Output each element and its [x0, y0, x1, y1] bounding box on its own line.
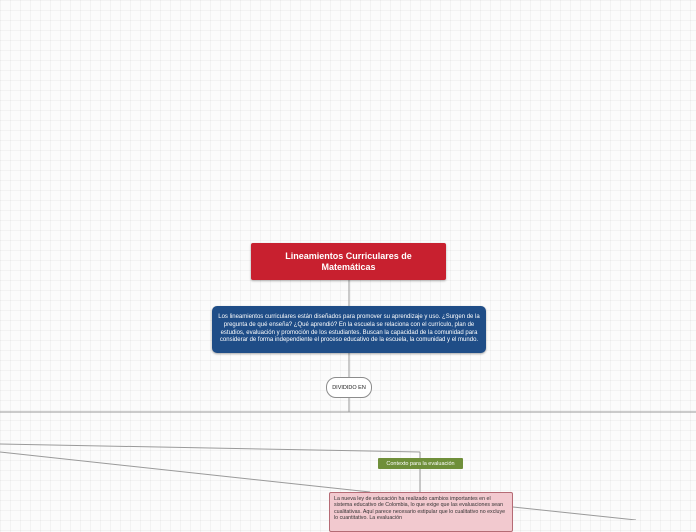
context-evaluation-label: Contexto para la evaluación — [386, 460, 455, 467]
branch-line-left-lower — [0, 452, 370, 492]
divided-connector-label: DIVIDIDO EN — [332, 384, 366, 391]
root-topic-node[interactable] — [251, 243, 446, 280]
root-topic-title: Lineamientos Curriculares de Matemáticas — [285, 250, 412, 272]
branch-line-left-upper — [0, 444, 420, 452]
education-law-node[interactable] — [329, 492, 513, 532]
divided-connector-node[interactable] — [326, 377, 372, 398]
description-node[interactable] — [212, 306, 486, 353]
education-law-text: La nueva ley de educación ha realizado cambios importantes en el sistema educativo de Colombia, lo que exige que las evaluaciones sean cualitativas. Aquí parece necesario estipular que lo cualitativo no excluye lo cuantitativo. La evaluación — [334, 496, 506, 522]
description-text: Los lineamientos curriculares están diseñados para promover su aprendizaje y uso. ¿Surgen de la pregunta de qué enseña? ¿Qué aprendió? En la escuela se relaciona con el currículo, plan de estudios, evaluación y promoción de los estudiantes. Buscan la capacidad de la comunidad para considerar de forma independiente el proceso educativo de la escuela, la comunidad y el mundo. — [218, 314, 480, 344]
context-evaluation-node[interactable] — [378, 458, 463, 469]
branch-line-right — [513, 507, 636, 520]
